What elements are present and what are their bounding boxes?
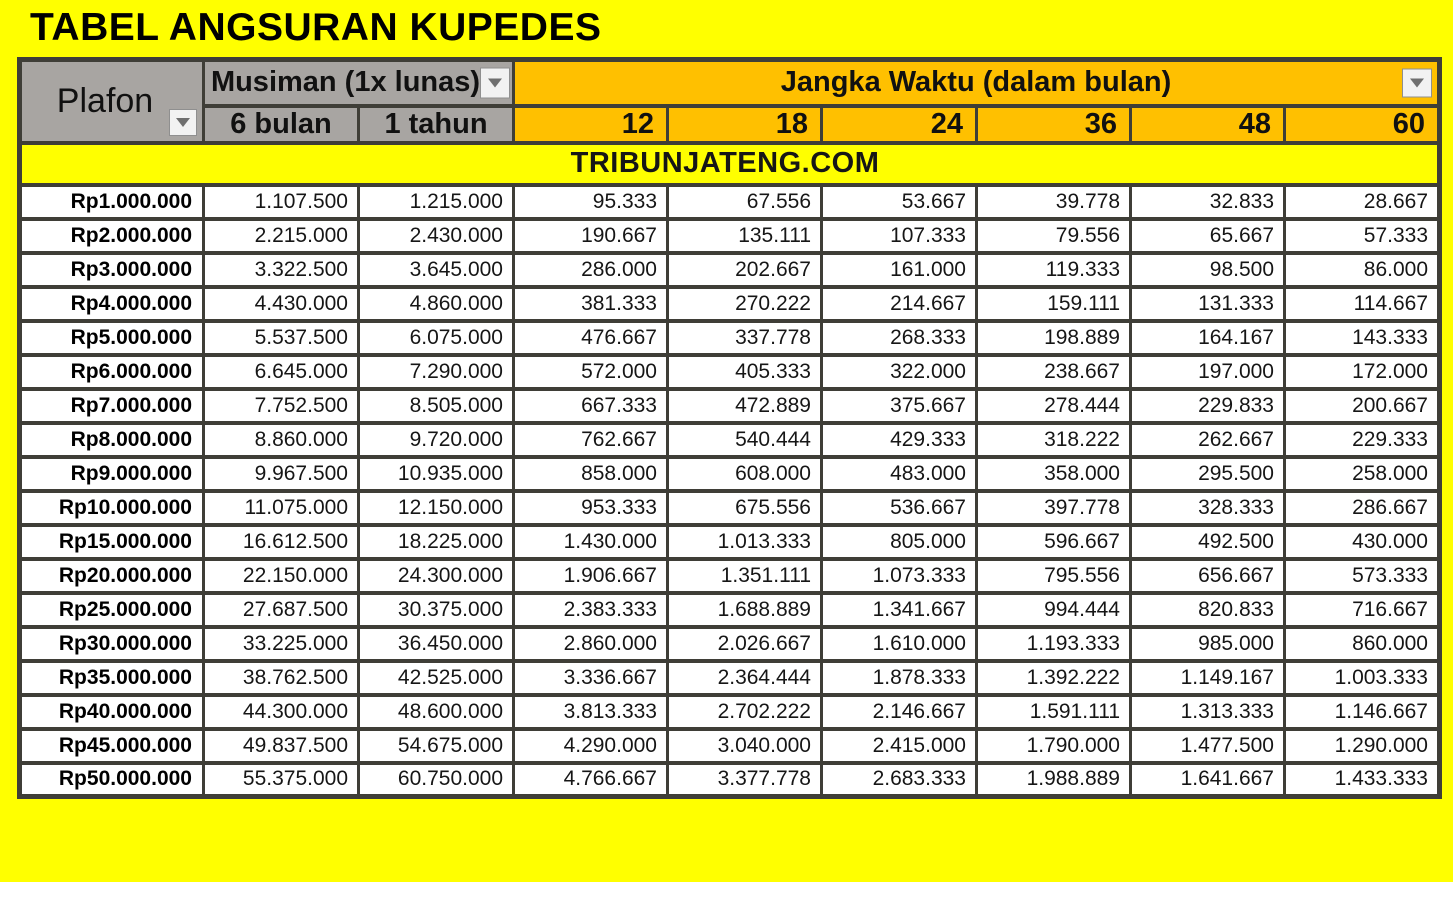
table-row [20, 559, 1440, 593]
value-cell: 608.000 [668, 457, 822, 491]
value-cell: 54.675.000 [359, 729, 514, 763]
value-cell: 33.225.000 [204, 627, 359, 661]
value-cell: 10.935.000 [359, 457, 514, 491]
plafon-cell: Rp5.000.000 [20, 321, 204, 355]
plafon-cell: Rp3.000.000 [20, 253, 204, 287]
value-cell: 9.967.500 [204, 457, 359, 491]
musiman-subcol-6-bulan: 6 bulan [204, 106, 359, 143]
value-cell: 135.111 [668, 219, 822, 253]
plafon-cell: Rp45.000.000 [20, 729, 204, 763]
value-cell: 805.000 [822, 525, 977, 559]
value-cell: 795.556 [977, 559, 1131, 593]
value-cell: 858.000 [514, 457, 668, 491]
value-cell: 2.146.667 [822, 695, 977, 729]
value-cell: 164.167 [1131, 321, 1285, 355]
value-cell: 8.860.000 [204, 423, 359, 457]
value-cell: 200.667 [1285, 389, 1440, 423]
value-cell: 430.000 [1285, 525, 1440, 559]
plafon-cell: Rp6.000.000 [20, 355, 204, 389]
value-cell: 1.641.667 [1131, 763, 1285, 797]
value-cell: 328.333 [1131, 491, 1285, 525]
musiman-label: Musiman (1x lunas) [210, 66, 481, 99]
plafon-label: Plafon [56, 81, 154, 120]
value-cell: 1.149.167 [1131, 661, 1285, 695]
value-cell: 953.333 [514, 491, 668, 525]
value-cell: 1.215.000 [359, 185, 514, 219]
value-cell: 1.906.667 [514, 559, 668, 593]
value-cell: 198.889 [977, 321, 1131, 355]
value-cell: 286.000 [514, 253, 668, 287]
value-cell: 472.889 [668, 389, 822, 423]
value-cell: 42.525.000 [359, 661, 514, 695]
value-cell: 197.000 [1131, 355, 1285, 389]
value-cell: 667.333 [514, 389, 668, 423]
value-cell: 53.667 [822, 185, 977, 219]
value-cell: 24.300.000 [359, 559, 514, 593]
table-row [20, 457, 1440, 491]
plafon-cell: Rp2.000.000 [20, 219, 204, 253]
plafon-header-cell [20, 60, 204, 143]
table-row [20, 253, 1440, 287]
value-cell: 1.003.333 [1285, 661, 1440, 695]
chevron-down-icon [176, 118, 190, 127]
plafon-cell: Rp1.000.000 [20, 185, 204, 219]
value-cell: 268.333 [822, 321, 977, 355]
table-row [20, 593, 1440, 627]
value-cell: 483.000 [822, 457, 977, 491]
value-cell: 2.683.333 [822, 763, 977, 797]
value-cell: 1.313.333 [1131, 695, 1285, 729]
value-cell: 114.667 [1285, 287, 1440, 321]
value-cell: 1.790.000 [977, 729, 1131, 763]
plafon-cell: Rp8.000.000 [20, 423, 204, 457]
plafon-cell: Rp15.000.000 [20, 525, 204, 559]
value-cell: 4.860.000 [359, 287, 514, 321]
plafon-filter-dropdown-button[interactable] [169, 109, 197, 136]
plafon-cell: Rp7.000.000 [20, 389, 204, 423]
plafon-cell: Rp9.000.000 [20, 457, 204, 491]
table-row [20, 491, 1440, 525]
value-cell: 55.375.000 [204, 763, 359, 797]
value-cell: 7.290.000 [359, 355, 514, 389]
value-cell: 9.720.000 [359, 423, 514, 457]
value-cell: 258.000 [1285, 457, 1440, 491]
value-cell: 86.000 [1285, 253, 1440, 287]
value-cell: 159.111 [977, 287, 1131, 321]
value-cell: 1.430.000 [514, 525, 668, 559]
value-cell: 98.500 [1131, 253, 1285, 287]
value-cell: 5.537.500 [204, 321, 359, 355]
value-cell: 229.833 [1131, 389, 1285, 423]
value-cell: 286.667 [1285, 491, 1440, 525]
value-cell: 762.667 [514, 423, 668, 457]
value-cell: 202.667 [668, 253, 822, 287]
value-cell: 1.341.667 [822, 593, 977, 627]
value-cell: 397.778 [977, 491, 1131, 525]
value-cell: 3.377.778 [668, 763, 822, 797]
jangka-waktu-header-cell [514, 60, 1440, 106]
value-cell: 994.444 [977, 593, 1131, 627]
plafon-cell: Rp10.000.000 [20, 491, 204, 525]
musiman-filter-dropdown-button[interactable] [480, 67, 510, 98]
value-cell: 1.073.333 [822, 559, 977, 593]
table-row [20, 729, 1440, 763]
table-row [20, 355, 1440, 389]
value-cell: 2.383.333 [514, 593, 668, 627]
musiman-subcol-1-tahun: 1 tahun [359, 106, 514, 143]
header-row-2 [20, 106, 1440, 143]
value-cell: 1.477.500 [1131, 729, 1285, 763]
value-cell: 238.667 [977, 355, 1131, 389]
value-cell: 11.075.000 [204, 491, 359, 525]
value-cell: 429.333 [822, 423, 977, 457]
value-cell: 2.860.000 [514, 627, 668, 661]
value-cell: 540.444 [668, 423, 822, 457]
value-cell: 270.222 [668, 287, 822, 321]
value-cell: 4.290.000 [514, 729, 668, 763]
value-cell: 79.556 [977, 219, 1131, 253]
value-cell: 48.600.000 [359, 695, 514, 729]
table-row [20, 321, 1440, 355]
table-row [20, 185, 1440, 219]
value-cell: 318.222 [977, 423, 1131, 457]
value-cell: 1.107.500 [204, 185, 359, 219]
value-cell: 3.322.500 [204, 253, 359, 287]
value-cell: 278.444 [977, 389, 1131, 423]
plafon-cell: Rp35.000.000 [20, 661, 204, 695]
month-col-48: 48 [1131, 106, 1285, 143]
value-cell: 172.000 [1285, 355, 1440, 389]
table-row [20, 763, 1440, 797]
value-cell: 1.878.333 [822, 661, 977, 695]
plafon-cell: Rp25.000.000 [20, 593, 204, 627]
value-cell: 3.336.667 [514, 661, 668, 695]
value-cell: 44.300.000 [204, 695, 359, 729]
value-cell: 67.556 [668, 185, 822, 219]
value-cell: 860.000 [1285, 627, 1440, 661]
value-cell: 2.430.000 [359, 219, 514, 253]
value-cell: 536.667 [822, 491, 977, 525]
month-col-12: 12 [514, 106, 668, 143]
value-cell: 1.013.333 [668, 525, 822, 559]
value-cell: 30.375.000 [359, 593, 514, 627]
table-row [20, 525, 1440, 559]
value-cell: 1.290.000 [1285, 729, 1440, 763]
value-cell: 1.392.222 [977, 661, 1131, 695]
table-row [20, 423, 1440, 457]
value-cell: 161.000 [822, 253, 977, 287]
value-cell: 573.333 [1285, 559, 1440, 593]
value-cell: 107.333 [822, 219, 977, 253]
value-cell: 28.667 [1285, 185, 1440, 219]
value-cell: 8.505.000 [359, 389, 514, 423]
chevron-down-icon [1410, 78, 1424, 87]
value-cell: 214.667 [822, 287, 977, 321]
value-cell: 358.000 [977, 457, 1131, 491]
month-col-60: 60 [1285, 106, 1440, 143]
value-cell: 27.687.500 [204, 593, 359, 627]
value-cell: 3.645.000 [359, 253, 514, 287]
value-cell: 2.415.000 [822, 729, 977, 763]
value-cell: 295.500 [1131, 457, 1285, 491]
jangka-waktu-label: Jangka Waktu (dalam bulan) [780, 66, 1172, 99]
chevron-down-icon [488, 78, 502, 87]
banner-row [20, 143, 1440, 185]
value-cell: 22.150.000 [204, 559, 359, 593]
value-cell: 1.688.889 [668, 593, 822, 627]
value-cell: 572.000 [514, 355, 668, 389]
value-cell: 985.000 [1131, 627, 1285, 661]
value-cell: 190.667 [514, 219, 668, 253]
value-cell: 322.000 [822, 355, 977, 389]
value-cell: 2.702.222 [668, 695, 822, 729]
value-cell: 12.150.000 [359, 491, 514, 525]
value-cell: 2.215.000 [204, 219, 359, 253]
value-cell: 596.667 [977, 525, 1131, 559]
value-cell: 4.766.667 [514, 763, 668, 797]
table-row [20, 287, 1440, 321]
value-cell: 57.333 [1285, 219, 1440, 253]
banner-text: TRIBUNJATENG.COM [20, 143, 1440, 185]
value-cell: 375.667 [822, 389, 977, 423]
value-cell: 656.667 [1131, 559, 1285, 593]
value-cell: 131.333 [1131, 287, 1285, 321]
value-cell: 675.556 [668, 491, 822, 525]
value-cell: 36.450.000 [359, 627, 514, 661]
value-cell: 16.612.500 [204, 525, 359, 559]
plafon-cell: Rp50.000.000 [20, 763, 204, 797]
table-row [20, 661, 1440, 695]
value-cell: 65.667 [1131, 219, 1285, 253]
musiman-header-cell [204, 60, 514, 106]
value-cell: 4.430.000 [204, 287, 359, 321]
value-cell: 2.364.444 [668, 661, 822, 695]
value-cell: 7.752.500 [204, 389, 359, 423]
plafon-cell: Rp20.000.000 [20, 559, 204, 593]
value-cell: 476.667 [514, 321, 668, 355]
table-row [20, 695, 1440, 729]
value-cell: 1.193.333 [977, 627, 1131, 661]
value-cell: 820.833 [1131, 593, 1285, 627]
page-title: TABEL ANGSURAN KUPEDES [30, 6, 602, 49]
value-cell: 143.333 [1285, 321, 1440, 355]
angsuran-table [17, 57, 1442, 799]
value-cell: 38.762.500 [204, 661, 359, 695]
jangka-filter-dropdown-button[interactable] [1402, 68, 1432, 97]
value-cell: 3.813.333 [514, 695, 668, 729]
value-cell: 18.225.000 [359, 525, 514, 559]
value-cell: 1.988.889 [977, 763, 1131, 797]
value-cell: 95.333 [514, 185, 668, 219]
value-cell: 6.645.000 [204, 355, 359, 389]
value-cell: 39.778 [977, 185, 1131, 219]
plafon-cell: Rp4.000.000 [20, 287, 204, 321]
value-cell: 1.433.333 [1285, 763, 1440, 797]
header-row-1 [20, 60, 1440, 106]
value-cell: 1.610.000 [822, 627, 977, 661]
value-cell: 262.667 [1131, 423, 1285, 457]
value-cell: 405.333 [668, 355, 822, 389]
value-cell: 229.333 [1285, 423, 1440, 457]
table-row [20, 389, 1440, 423]
value-cell: 6.075.000 [359, 321, 514, 355]
month-col-18: 18 [668, 106, 822, 143]
value-cell: 716.667 [1285, 593, 1440, 627]
table-row [20, 219, 1440, 253]
value-cell: 119.333 [977, 253, 1131, 287]
value-cell: 32.833 [1131, 185, 1285, 219]
value-cell: 2.026.667 [668, 627, 822, 661]
plafon-cell: Rp30.000.000 [20, 627, 204, 661]
value-cell: 1.591.111 [977, 695, 1131, 729]
value-cell: 1.146.667 [1285, 695, 1440, 729]
month-col-24: 24 [822, 106, 977, 143]
value-cell: 49.837.500 [204, 729, 359, 763]
month-col-36: 36 [977, 106, 1131, 143]
value-cell: 381.333 [514, 287, 668, 321]
plafon-cell: Rp40.000.000 [20, 695, 204, 729]
value-cell: 60.750.000 [359, 763, 514, 797]
value-cell: 3.040.000 [668, 729, 822, 763]
table-row [20, 627, 1440, 661]
value-cell: 492.500 [1131, 525, 1285, 559]
value-cell: 337.778 [668, 321, 822, 355]
value-cell: 1.351.111 [668, 559, 822, 593]
